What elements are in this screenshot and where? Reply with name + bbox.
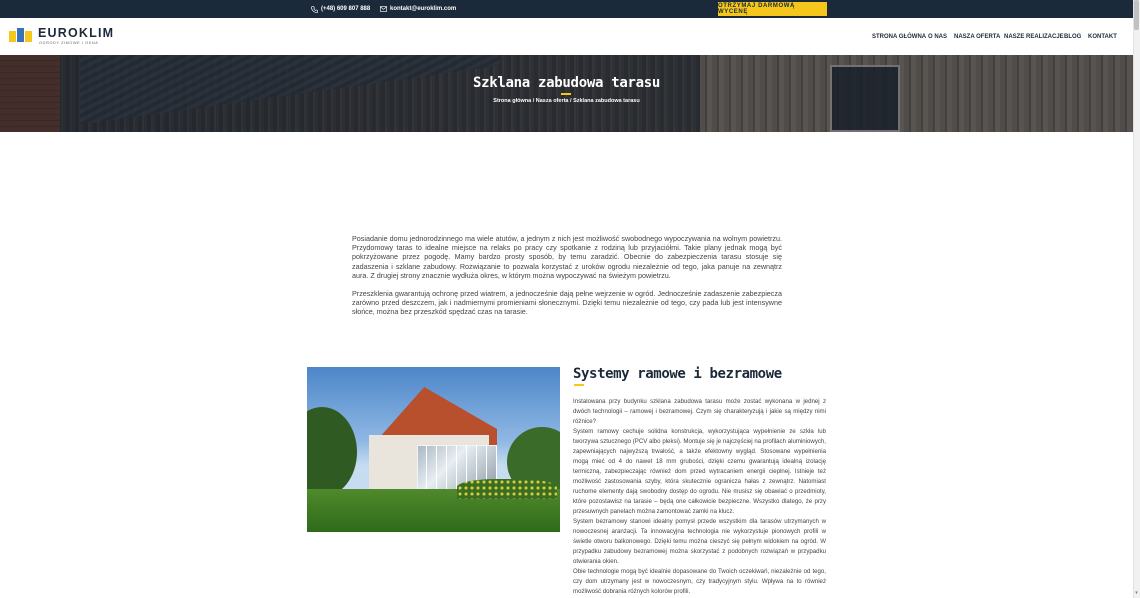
section-text: Instalowana przy budynku szklana zabudowa tarasu może zostać wykonana w jednej z dwóch technologii – ramowej i bezramowej. Czym się charakteryzują i jakie są między nimi różnice? System ramowy cechuje solidna konstrukcja, wykorzystująca wypełnienie ze szkła lub tworzywa sztucznego (PCV albo pleksi). Montuje się je najczęściej na profilach aluminiowych, zapewniających najwyższą trwałość, a także efektowny wygląd. Stosowane wypełnienia mogą mieć od 4 do nawet 18 mm grubości, dzięki czemu gwarantują idealną izolację termiczną, zabezpieczając również dom przed wytracaniem energii cieplnej. Istnieje też możliwość zastosowania szyby, która skutecznie ogranicza hałas z zewnątrz. Natomiast ruchome elementy dają swobodny dostęp do ogrodu. Nie musisz się obawiać o przedmioty, które pozostawisz na tarasie – będą one całkowicie bezpieczne. Wszystko dlatego, że przy przesuwnych panelach można zamontować zamki na klucz. System bezramowy stanowi idealny pomysł przede wszystkim dla tarasów utrzymanych w nowoczesnej aranżacji. Ta innowacyjna technologia nie wykorzystuje pionowych profili w świetle otworu balkonowego. Dzięki temu można cieszyć się pełnym widokiem na ogród. W przypadku zabudowy bezramowej można skorzystać z podobnych rozwiązań w przypadku otwierania okien. Obie technologie mogą być idealnie dopasowane do Twoich oczekiwań, niezależnie od tego, czy dom utrzymany jest w nowoczesnym, czy tradycyjnym stylu. Wpływa na to również możliwość dobrania różnych kolorów profili. (573, 398, 826, 595)
nav-item-contact[interactable]: KONTAKT (1088, 33, 1117, 40)
site-logo[interactable] (9, 26, 115, 48)
logo-tagline: OGRODY ZIMOWE I OKNA (39, 41, 99, 45)
section-title: Systemy ramowe i bezramowe (573, 366, 782, 382)
free-quote-button[interactable]: OTRZYMAJ DARMOWĄ WYCENĘ (718, 2, 827, 16)
logo-brand: EUROKLIM (38, 26, 115, 40)
scroll-down-icon[interactable]: ▾ (1135, 590, 1138, 596)
phone-number: (+48) 609 807 888 (321, 6, 371, 12)
phone-icon (311, 6, 318, 13)
photo-tree (307, 407, 357, 497)
title-underline (561, 93, 571, 95)
nav-item-about[interactable]: O NAS (928, 33, 948, 40)
section-title-underline (574, 384, 584, 386)
scrollbar-thumb[interactable] (1134, 0, 1139, 30)
page-title: Szklana zabudowa tarasu (473, 75, 660, 91)
terrace-photo (307, 367, 560, 532)
mail-icon (380, 6, 387, 12)
intro-paragraph-2: Przeszklenia gwarantują ochronę przed wiatrem, a jednocześnie dają pełne wejrzenie w ogród. Jednocześnie zadaszenie zabezpiecza zarówno przed deszczem, jak i nadmiernymi promieniami słonecznymi. Dzięki temu niezależnie od tego, czy pada lub jest intensywne słońce, można bez przeszkód spędzać czas na tarasie. (352, 289, 782, 317)
intro-paragraph-1: Posiadanie domu jednorodzinnego ma wiele atutów, a jednym z nich jest możliwość swobodnego wypoczywania na wolnym powietrzu. Przydomowy taras to idealne miejsce na relaks po pracy czy spotkanie z rodziną lub przyjaciółmi. Takie plany jednak mogą być pokrzyżowane przez pogodę. Mamy bardzo prosty sposób, by temu zaradzić. Obecnie do zabezpieczenia tarasu stosuje się zadaszenia i szklane zabudowy. Rozwiązanie to pozwala korzystać z uroków ogrodu niezależnie od tego, jaka panuje na zewnątrz aura. Z drugiej strony znacznie wydłuża okres, w którym można wypoczywać na świeżym powietrzu. (352, 234, 782, 280)
breadcrumb: Strona główna / Nasza oferta / Szklana zabudowa tarasu (493, 98, 640, 104)
top-bar (0, 0, 1133, 18)
logo-mark-icon (9, 28, 35, 42)
nav-item-offer[interactable]: NASZA OFERTA (954, 33, 1001, 40)
site-header (0, 18, 1133, 55)
hero-banner (0, 55, 1133, 132)
nav-item-projects[interactable]: NASZE REALIZACJE (1004, 33, 1064, 40)
nav-item-home[interactable]: STRONA GŁÓWNA (872, 33, 927, 40)
phone-contact[interactable] (311, 0, 370, 18)
nav-item-blog[interactable]: BLOG (1064, 33, 1082, 40)
email-contact[interactable] (380, 0, 456, 18)
intro-text (352, 234, 782, 317)
photo-flowers (457, 479, 557, 499)
page-scrollbar[interactable] (1133, 0, 1140, 598)
email-address: kontakt@euroklim.com (390, 6, 457, 12)
